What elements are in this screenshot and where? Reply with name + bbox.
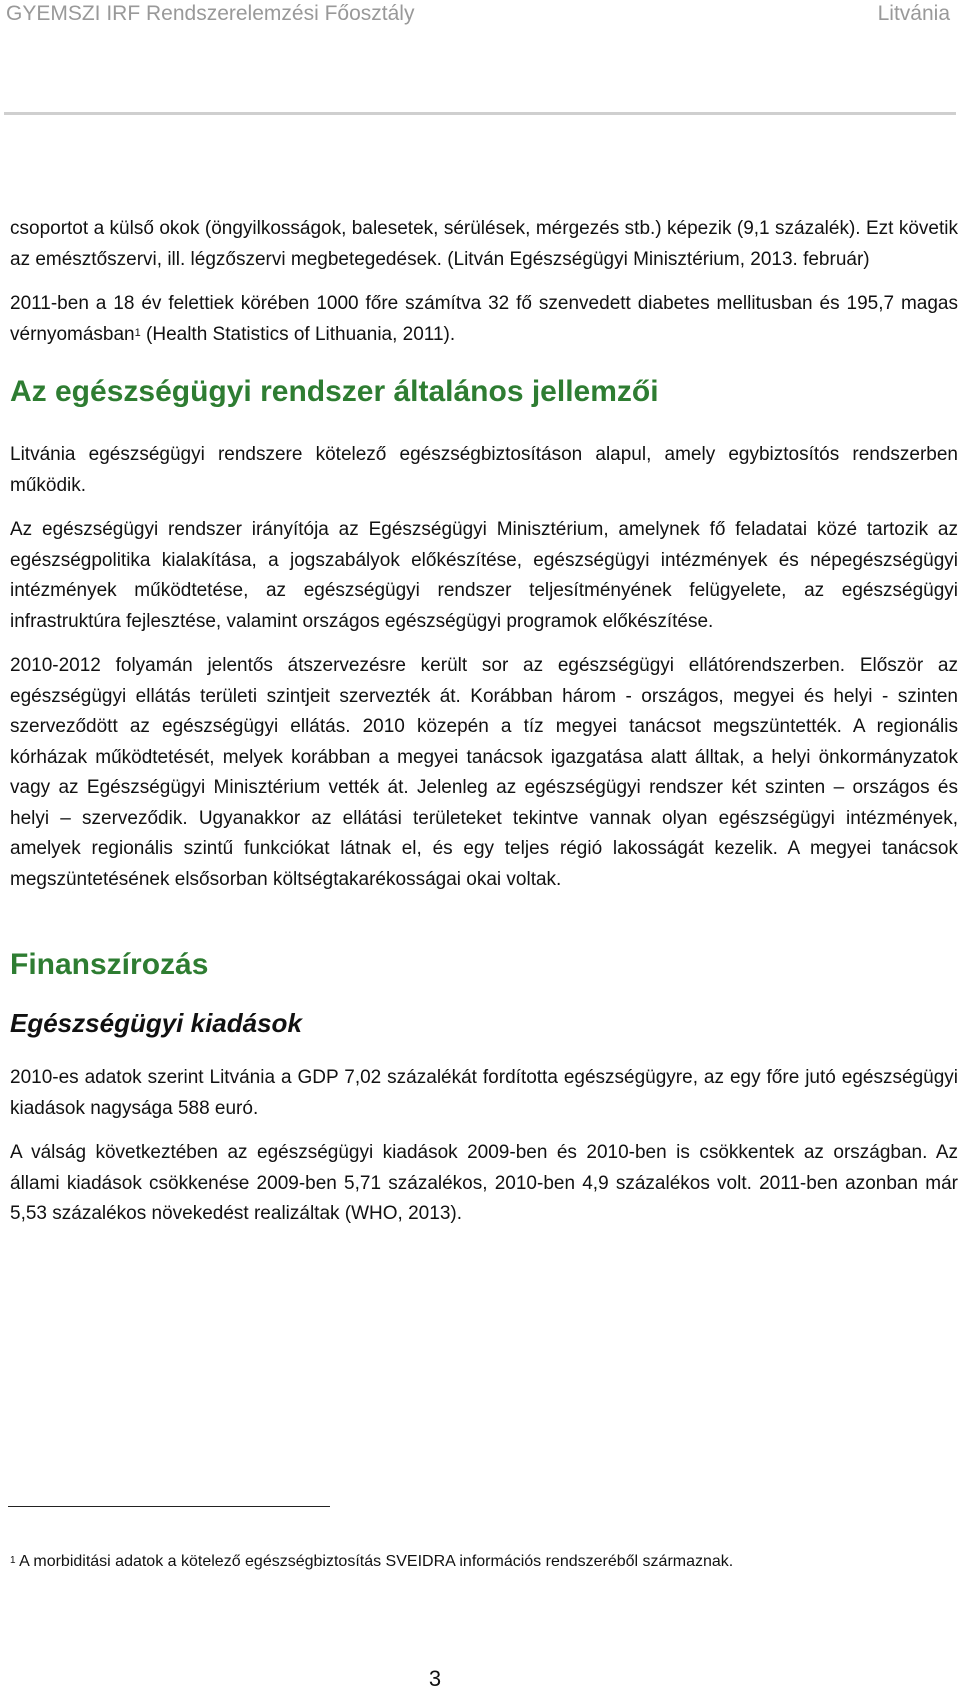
footnote-ref: 1: [134, 326, 141, 339]
diabetes-source: (Health Statistics of Lithuania, 2011).: [140, 323, 456, 345]
header-organization: GYEMSZI IRF Rendszerelemzési Főosztály: [6, 2, 415, 25]
subheading-health-expenditure: Egészségügyi kiadások: [10, 1008, 302, 1038]
diabetes-text: 2011-ben a 18 év felettiek körében 1000 főre számítva 32 fő szenvedett diabetes mellitusban és 195,7 magas vérnyomásban: [10, 293, 958, 345]
paragraph-insurance: Litvánia egészségügyi rendszere kötelező egészségbiztosításon alapul, amely egybiztosítós rendszerben működik.: [10, 444, 958, 496]
paragraph-external-causes: csoportot a külső okok (öngyilkosságok, balesetek, sérülések, mérgezés stb.) képezik (9,1 százalék). Ezt követik az emésztőszervi, ill. légzőszervi megbetegedések. (Litván Egészségügyi Minisztérium, 2013. február): [10, 218, 958, 270]
section-heading-health-system: Az egészségügyi rendszer általános jellemzői: [10, 375, 659, 408]
page-number: 3: [428, 1666, 442, 1691]
paragraph-crisis: A válság következtében az egészségügyi kiadások 2009-ben és 2010-ben is csökkentek az országban. Az állami kiadások csökkenése 2009-ben 5,71 százalékos, 2010-ben 4,9 százalékos volt. 2011-ben azonban már 5,53 százalékos növekedést realizáltak (WHO, 2013).: [10, 1142, 958, 1224]
section-heading-financing: Finanszírozás: [10, 948, 209, 981]
paragraph-gdp: 2010-es adatok szerint Litvánia a GDP 7,02 százalékát fordította egészségügyre, az egy főre jutó egészségügyi kiadások nagysága 588 euró.: [10, 1067, 958, 1119]
footnote-marker: 1: [10, 1555, 16, 1566]
footnote-divider: [8, 1506, 330, 1507]
document-body: [10, 214, 958, 1244]
header-divider: [4, 112, 956, 115]
paragraph-reorganization: 2010-2012 folyamán jelentős átszervezésre került sor az egészségügyi ellátórendszerben. Először az egészségügyi ellátás területi szintjeit szervezték át. Korábban három - országos, megyei és helyi - szinten szerveződött az egészségügyi ellátás. 2010 közepén a tíz megyei tanácsot megszüntették. A regionális kórházak működtetését, melyek korábban a megyei tanácsok igazgatása alatt álltak, a helyi önkormányzatok vagy az Egészségügyi Minisztérium vették át. Jelenleg az egészségügyi rendszer két szinten – országos és helyi – szerveződik. Ugyanakkor az ellátási területeket tekintve vannak olyan egészségügyi intézmények, amelyek regionális szintű funkciókat látnak el, és egy teljes régió lakosságát kezelik. A megyei tanácsok megszüntetésének elsősorban költségtakarékosságai okai voltak.: [10, 655, 958, 890]
header-country: Litvánia: [877, 2, 950, 25]
paragraph-diabetes: [10, 289, 958, 350]
footnote: [10, 1552, 950, 1572]
footnote-text: A morbiditási adatok a kötelező egészségbiztosítás SVEIDRA információs rendszeréből származnak.: [15, 1553, 734, 1570]
page-header: [0, 0, 960, 32]
paragraph-ministry: Az egészségügyi rendszer irányítója az Egészségügyi Minisztérium, amelynek fő feladatai közé tartozik az egészségpolitika kialakítása, a jogszabályok előkészítése, egészségügyi intézmények és népegészségügyi intézmények működtetése, az egészségügyi rendszer teljesítményének felügyelete, az egészségügyi infrastruktúra fejlesztése, valamint országos egészségügyi programok előkészítése.: [10, 519, 958, 632]
